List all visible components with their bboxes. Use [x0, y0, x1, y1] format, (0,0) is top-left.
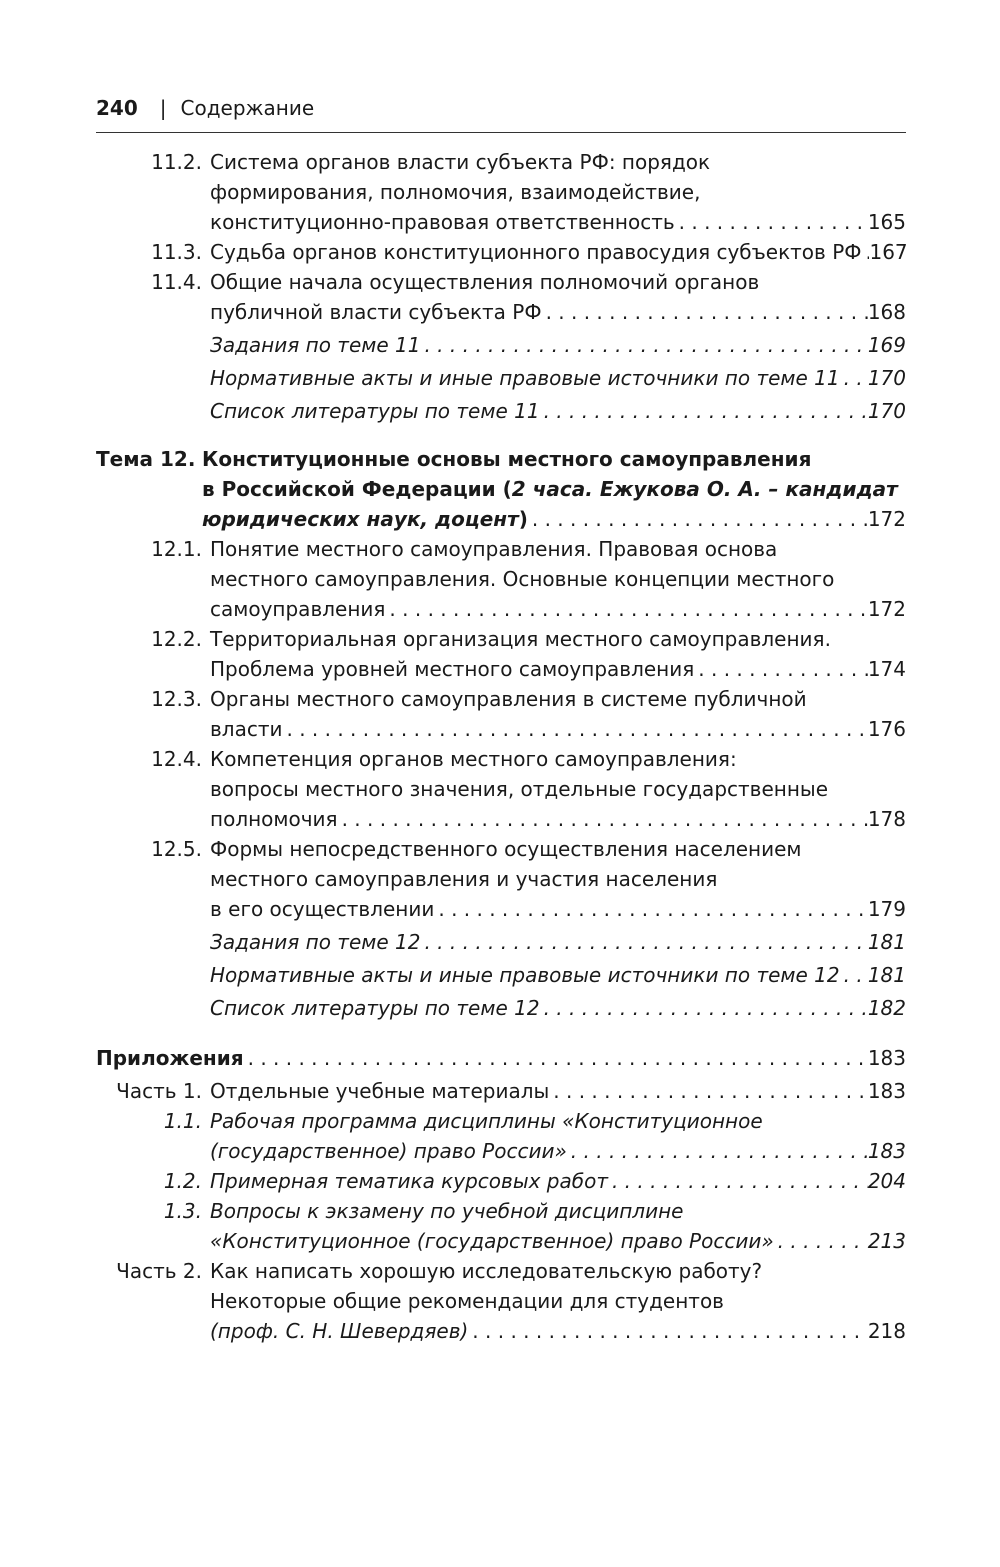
entry-title-line: публичной власти субъекта РФ	[210, 300, 542, 324]
toc-entry-12-2[interactable]	[96, 624, 906, 684]
dot-leader	[540, 993, 868, 1023]
entry-page: 170	[867, 366, 906, 390]
entry-title-line: Отдельные учебные материалы	[210, 1079, 550, 1103]
theme-author-note: юридических наук, доцент	[202, 507, 519, 531]
entry-title-line: Органы местного самоуправления в системе публичной	[210, 687, 807, 711]
entry-page: 167	[869, 240, 908, 264]
dot-leader	[774, 1226, 868, 1256]
dot-leader	[420, 330, 867, 360]
toc-entry-1-3[interactable]	[96, 1196, 906, 1256]
entry-title-line: «Конституционное (государственное) право России»	[210, 1229, 774, 1253]
entry-title-line: местного самоуправления. Основные концепции местного	[210, 567, 835, 591]
entry-title-line: (проф. С. Н. Шевердяев)	[210, 1319, 469, 1343]
entry-number: 1.1.	[163, 1109, 202, 1133]
entry-page: 204	[867, 1169, 906, 1193]
entry-title-line: Список литературы по теме 11	[210, 399, 540, 423]
entry-page: 165	[867, 210, 906, 234]
entry-title-line: Понятие местного самоуправления. Правовая основа	[210, 537, 778, 561]
entry-number: 12.5.	[151, 837, 202, 861]
entry-title-line: Формы непосредственного осуществления населением	[210, 837, 802, 861]
entry-title-line: Система органов власти субъекта РФ: порядок	[210, 150, 711, 174]
dot-leader	[244, 1043, 868, 1073]
dot-leader	[567, 1136, 868, 1166]
entry-title-line: конституционно-правовая ответственность	[210, 210, 675, 234]
toc-entry-12-1[interactable]	[96, 534, 906, 624]
theme-title-part: )	[518, 507, 528, 531]
toc-entry-theme12-norms[interactable]	[96, 960, 906, 990]
entry-title-line: самоуправления	[210, 597, 386, 621]
part-number: Часть 1.	[116, 1079, 202, 1103]
entry-title-line: Вопросы к экзамену по учебной дисциплине	[210, 1199, 684, 1223]
dot-leader	[840, 960, 868, 990]
entry-page: 170	[867, 399, 906, 423]
toc-entry-theme12-literature[interactable]	[96, 993, 906, 1023]
entry-title-line: Нормативные акты и иные правовые источники по теме 12	[210, 963, 840, 987]
entry-title-line: местного самоуправления и участия населения	[210, 867, 718, 891]
theme-title-part: в Российской Федерации (	[202, 477, 512, 501]
entry-title-line: Примерная тематика курсовых работ	[210, 1169, 608, 1193]
header-section-title: Содержание	[180, 96, 315, 120]
toc-entry-11-3[interactable]	[96, 237, 906, 267]
entry-number: 12.2.	[151, 627, 202, 651]
entry-title-line: в его осуществлении	[210, 897, 435, 921]
entry-title-line: (государственное) право России»	[210, 1139, 567, 1163]
dot-leader	[675, 207, 868, 237]
dot-leader	[694, 654, 868, 684]
entry-page: 172	[867, 507, 906, 531]
dot-leader	[542, 297, 868, 327]
dot-leader	[528, 504, 868, 534]
toc-entry-12-3[interactable]	[96, 684, 906, 744]
appendix-title: Приложения	[96, 1046, 244, 1070]
entry-page: 182	[867, 996, 906, 1020]
entry-title-line: формирования, полномочия, взаимодействие,	[210, 180, 701, 204]
header-separator: |	[159, 96, 167, 120]
dot-leader	[608, 1166, 868, 1196]
toc-entry-1-2[interactable]	[96, 1166, 906, 1196]
theme-number: Тема 12.	[96, 447, 196, 471]
entry-title-line: Рабочая программа дисциплины «Конституционное	[210, 1109, 763, 1133]
entry-page: 172	[867, 597, 906, 621]
dot-leader	[282, 714, 867, 744]
entry-title-line: Задания по теме 12	[210, 930, 421, 954]
entry-page: 168	[867, 300, 906, 324]
entry-number: 1.2.	[163, 1169, 202, 1193]
toc-entry-11-4[interactable]	[96, 267, 906, 327]
dot-leader	[549, 1076, 868, 1106]
dot-leader	[840, 363, 868, 393]
entry-page: 218	[867, 1319, 906, 1343]
entry-title-line: вопросы местного значения, отдельные государственные	[210, 777, 828, 801]
dot-leader	[385, 594, 867, 624]
toc-entry-theme11-literature[interactable]	[96, 396, 906, 426]
entry-page: 178	[867, 807, 906, 831]
table-of-contents	[96, 147, 906, 1346]
entry-page: 213	[867, 1229, 906, 1253]
entry-title-line: Проблема уровней местного самоуправления	[210, 657, 695, 681]
entry-number: 11.4.	[151, 270, 202, 294]
toc-entry-12-5[interactable]	[96, 834, 906, 924]
entry-page: 179	[867, 897, 906, 921]
entry-title-line: Как написать хорошую исследовательскую работу?	[210, 1259, 763, 1283]
toc-entry-12-4[interactable]	[96, 744, 906, 834]
theme-author-note: 2 часа. Ежукова О. А. – кандидат	[511, 477, 898, 501]
dot-leader	[468, 1316, 868, 1346]
toc-entry-theme12-tasks[interactable]	[96, 927, 906, 957]
entry-page: 176	[867, 717, 906, 741]
entry-page: 183	[867, 1079, 906, 1103]
entry-number: 11.3.	[151, 240, 202, 264]
toc-entry-1-1[interactable]	[96, 1106, 906, 1166]
entry-page: 183	[867, 1046, 906, 1070]
dot-leader	[434, 894, 867, 924]
entry-page: 183	[867, 1139, 906, 1163]
entry-title-line: Список литературы по теме 12	[210, 996, 540, 1020]
dot-leader	[861, 237, 869, 267]
dot-leader	[338, 804, 868, 834]
entry-title-line: Некоторые общие рекомендации для студентов	[210, 1289, 724, 1313]
entry-title-line: власти	[210, 717, 283, 741]
page-number: 240	[96, 96, 138, 120]
part-number: Часть 2.	[116, 1259, 202, 1283]
entry-page: 181	[867, 963, 906, 987]
entry-page: 181	[867, 930, 906, 954]
theme-title-line: Конституционные основы местного самоуправления	[202, 447, 812, 471]
entry-page: 174	[867, 657, 906, 681]
entry-number: 12.3.	[151, 687, 202, 711]
toc-entry-theme11-norms[interactable]	[96, 363, 906, 393]
entry-title-line: Общие начала осуществления полномочий органов	[210, 270, 760, 294]
entry-title-line: Нормативные акты и иные правовые источники по теме 11	[210, 366, 840, 390]
dot-leader	[420, 927, 867, 957]
page-header	[96, 96, 906, 133]
entry-title-line: Компетенция органов местного самоуправления:	[210, 747, 737, 771]
toc-entry-part-2[interactable]	[96, 1256, 906, 1346]
entry-number: 12.4.	[151, 747, 202, 771]
entry-title-line: Судьба органов конституционного правосудия субъектов РФ	[210, 240, 862, 264]
toc-entry-11-2[interactable]	[96, 147, 906, 237]
toc-entry-theme11-tasks[interactable]	[96, 330, 906, 360]
entry-number: 12.1.	[151, 537, 202, 561]
toc-entry-theme-12[interactable]	[96, 444, 906, 534]
entry-title-line: Территориальная организация местного самоуправления.	[210, 627, 831, 651]
entry-title-line: Задания по теме 11	[210, 333, 421, 357]
entry-page: 169	[867, 333, 906, 357]
entry-number: 1.3.	[163, 1199, 202, 1223]
entry-number: 11.2.	[151, 150, 202, 174]
toc-entry-part-1[interactable]	[96, 1076, 906, 1106]
entry-title-line: полномочия	[210, 807, 338, 831]
dot-leader	[540, 396, 868, 426]
toc-entry-appendix[interactable]	[96, 1043, 906, 1073]
